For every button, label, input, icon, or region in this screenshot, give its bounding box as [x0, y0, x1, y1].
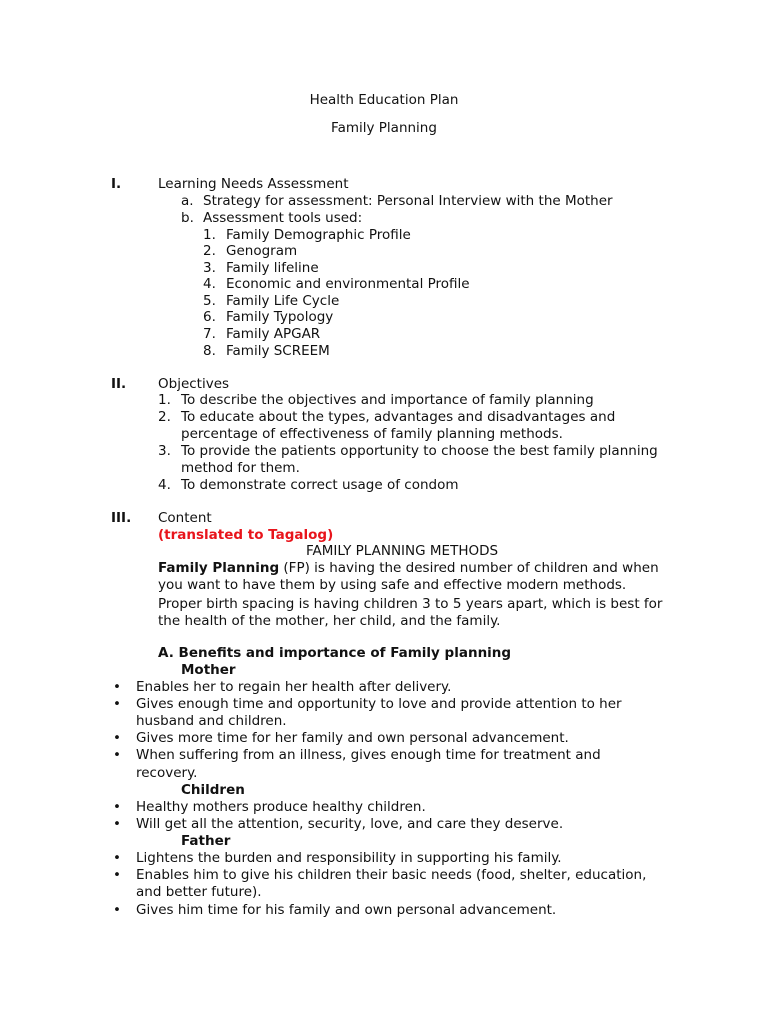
section-1-heading: Learning Needs Assessment: [158, 176, 349, 192]
mother-benefit-continued: husband and children.: [136, 713, 287, 729]
bullet-icon: •: [113, 816, 121, 832]
mother-benefit: Gives enough time and opportunity to love and provide attention to her: [136, 696, 622, 712]
tool-item: Family SCREEM: [226, 343, 330, 359]
tool-number: 1.: [203, 227, 216, 243]
tool-number: 3.: [203, 260, 216, 276]
tool-number: 7.: [203, 326, 216, 342]
tool-item: Economic and environmental Profile: [226, 276, 470, 292]
tool-item: Family Typology: [226, 309, 334, 325]
bullet-icon: •: [113, 799, 121, 815]
father-benefit: Enables him to give his children their basic needs (food, shelter, education,: [136, 867, 647, 883]
tool-item: Family Demographic Profile: [226, 227, 411, 243]
father-label: Father: [181, 833, 231, 849]
tool-number: 8.: [203, 343, 216, 359]
tool-number: 6.: [203, 309, 216, 325]
tool-item: Genogram: [226, 243, 298, 259]
mother-label: Mother: [181, 662, 236, 678]
mother-benefit: Enables her to regain her health after delivery.: [136, 679, 452, 695]
objective-number: 3.: [158, 443, 171, 459]
mother-benefit: When suffering from an illness, gives enough time for treatment and: [136, 747, 601, 763]
section-2-numeral: II.: [111, 376, 127, 392]
objective-item: To describe the objectives and importance of family planning: [181, 392, 594, 408]
tools-intro: Assessment tools used:: [203, 210, 363, 226]
objective-item: To educate about the types, advantages and disadvantages and: [181, 409, 616, 425]
objective-item: To demonstrate correct usage of condom: [181, 477, 459, 493]
section-2-heading: Objectives: [158, 376, 230, 392]
bullet-icon: •: [113, 696, 121, 712]
document-title: Health Education Plan: [309, 92, 459, 108]
objective-item: To provide the patients opportunity to choose the best family planning: [181, 443, 658, 459]
children-label: Children: [181, 782, 245, 798]
methods-title: FAMILY PLANNING METHODS: [306, 543, 499, 559]
father-benefit: Gives him time for his family and own personal advancement.: [136, 902, 557, 918]
benefits-subheading: A. Benefits and importance of Family planning: [158, 645, 512, 661]
objective-item-continued: method for them.: [181, 460, 300, 476]
fp-term: Family Planning: [158, 560, 280, 576]
tool-number: 4.: [203, 276, 216, 292]
list-marker-b: b.: [181, 210, 194, 226]
objective-number: 4.: [158, 477, 171, 493]
father-benefit-continued: and better future).: [136, 884, 262, 900]
strategy-text: Strategy for assessment: Personal Interview with the Mother: [203, 193, 613, 209]
children-benefit: Healthy mothers produce healthy children.: [136, 799, 426, 815]
bullet-icon: •: [113, 850, 121, 866]
tool-number: 5.: [203, 293, 216, 309]
mother-benefit: Gives more time for her family and own personal advancement.: [136, 730, 569, 746]
mother-benefit-continued: recovery.: [136, 765, 198, 781]
translation-note: (translated to Tagalog): [158, 527, 334, 543]
tool-number: 2.: [203, 243, 216, 259]
fp-definition-line: [158, 560, 659, 577]
fp-definition-text: (FP) is having the desired number of children and when: [279, 560, 659, 576]
children-benefit: Will get all the attention, security, love, and care they deserve.: [136, 816, 564, 832]
section-3-heading: Content: [158, 510, 212, 526]
tool-item: Family lifeline: [226, 260, 319, 276]
section-3-numeral: III.: [111, 510, 132, 526]
fp-definition-line: Proper birth spacing is having children 3 to 5 years apart, which is best for: [158, 596, 663, 612]
father-benefit: Lightens the burden and responsibility in supporting his family.: [136, 850, 562, 866]
tool-item: Family Life Cycle: [226, 293, 340, 309]
objective-number: 1.: [158, 392, 171, 408]
objective-number: 2.: [158, 409, 171, 425]
bullet-icon: •: [113, 867, 121, 883]
objective-item-continued: percentage of effectiveness of family planning methods.: [181, 426, 563, 442]
bullet-icon: •: [113, 679, 121, 695]
bullet-icon: •: [113, 902, 121, 918]
tool-item: Family APGAR: [226, 326, 321, 342]
list-marker-a: a.: [181, 193, 194, 209]
fp-definition-line: the health of the mother, her child, and the family.: [158, 613, 501, 629]
section-1-numeral: I.: [111, 176, 122, 192]
bullet-icon: •: [113, 747, 121, 763]
bullet-icon: •: [113, 730, 121, 746]
document-subtitle: Family Planning: [331, 120, 437, 136]
fp-definition-line: you want to have them by using safe and effective modern methods.: [158, 577, 627, 593]
